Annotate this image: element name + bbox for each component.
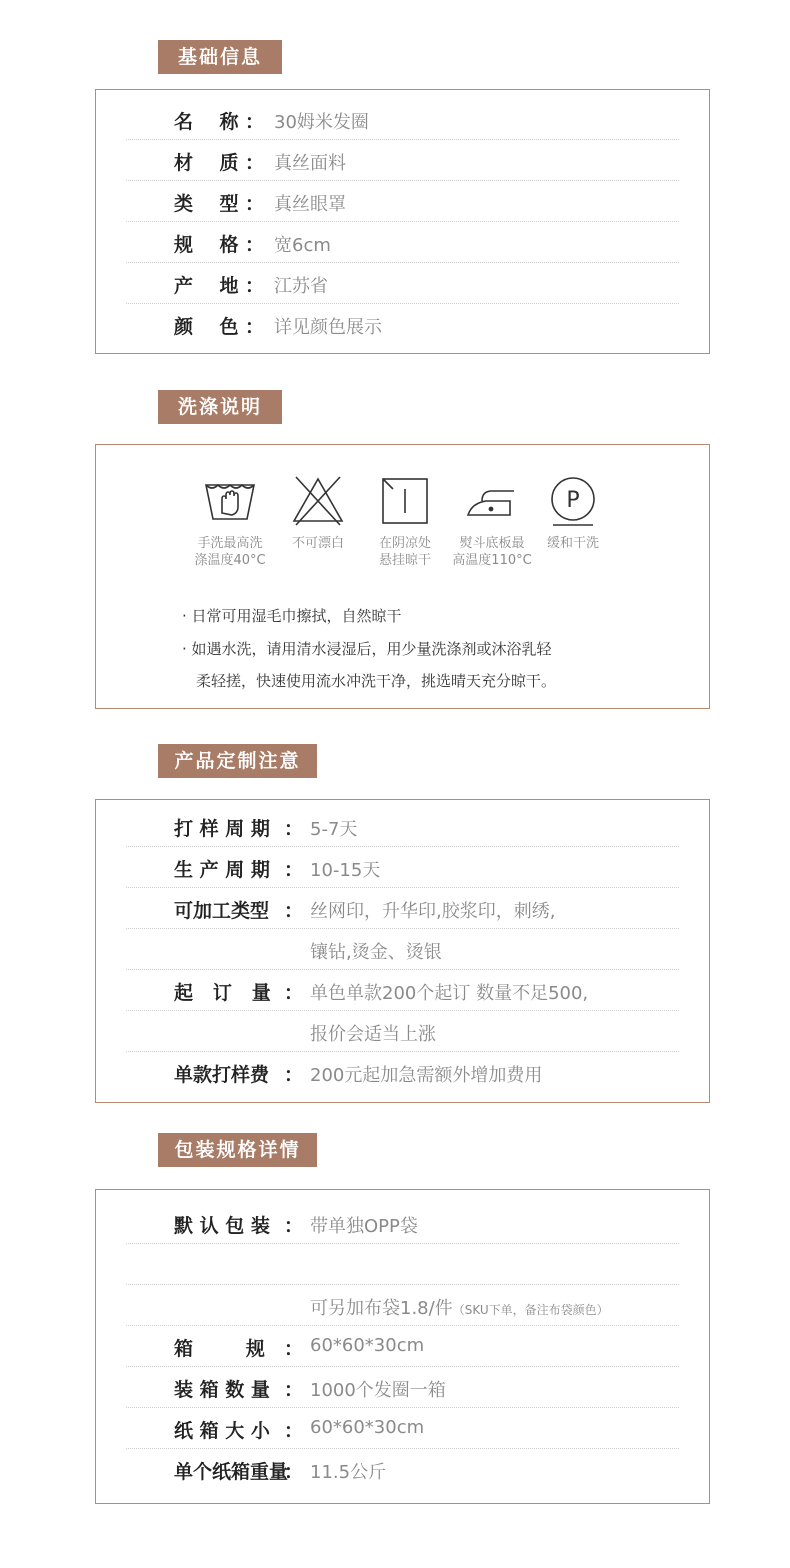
no-bleach-icon <box>290 473 346 529</box>
iron-icon <box>464 473 520 529</box>
row-value: 30姆米发圈 <box>274 112 369 133</box>
row-value: 报价会适当上涨 <box>310 1024 436 1045</box>
caption-line: 悬挂晾干 <box>378 553 431 568</box>
row-value: 11.5公斤 <box>310 1462 387 1483</box>
row-label: 材 质 <box>174 152 239 174</box>
row-value <box>310 1294 609 1320</box>
info-row <box>126 806 679 847</box>
row-label: 单个纸箱重量 <box>174 1461 289 1483</box>
basic-info-panel <box>95 89 710 354</box>
hand-wash-icon <box>202 473 258 529</box>
info-row <box>126 140 679 181</box>
row-colon: ： <box>245 111 265 133</box>
section-title-packing: 包装规格详情 <box>158 1133 317 1167</box>
info-row <box>126 181 679 222</box>
row-colon: ： <box>245 234 265 256</box>
row-value: 60*60*30cm <box>310 1417 425 1438</box>
row-colon: ： <box>284 859 304 881</box>
row-colon: ： <box>245 152 265 174</box>
row-colon: ： <box>245 275 265 297</box>
row-colon: ： <box>284 1461 304 1483</box>
row-label: 生 产 周 期 <box>174 859 270 881</box>
info-row <box>126 1052 679 1093</box>
row-value: 真丝眼罩 <box>274 194 346 215</box>
info-row <box>126 99 679 140</box>
info-row <box>126 263 679 304</box>
caption-line: 在阴凉处 <box>378 536 431 551</box>
info-row <box>126 1326 679 1367</box>
row-value-note: （SKU下单，备注布袋颜色） <box>452 1303 609 1317</box>
info-row <box>126 970 679 1011</box>
row-label: 默 认 包 装 <box>174 1215 270 1237</box>
row-label: 颜 色 <box>174 316 239 338</box>
info-row <box>126 1011 679 1052</box>
info-row <box>126 1367 679 1408</box>
info-row <box>126 1244 679 1285</box>
row-label: 名 称 <box>174 111 239 133</box>
info-row <box>126 222 679 263</box>
wash-instructions-panel <box>95 444 710 709</box>
row-colon: ： <box>284 900 304 922</box>
row-value-main: 可另加布袋1.8/件 <box>310 1298 453 1319</box>
row-colon: ： <box>245 193 265 215</box>
icon-caption <box>185 535 275 569</box>
row-value: 江苏省 <box>274 276 328 297</box>
row-label: 打 样 周 期 <box>174 818 270 840</box>
caption-line: 手洗最高洗 <box>197 536 263 551</box>
row-value: 镶钻,烫金、烫银 <box>310 942 442 963</box>
section-title-basic: 基础信息 <box>158 40 282 74</box>
row-label: 箱 规 <box>174 1338 265 1360</box>
caption-line: 高温度110°C <box>452 553 532 568</box>
row-colon: ： <box>284 1379 304 1401</box>
info-row <box>126 1408 679 1449</box>
row-label: 起 订 量 <box>174 982 271 1004</box>
row-colon: ： <box>284 1338 304 1360</box>
row-value: 带单独OPP袋 <box>310 1216 418 1237</box>
row-colon: ： <box>284 1420 304 1442</box>
section-title-custom: 产品定制注意 <box>158 744 317 778</box>
row-value: 200元起加急需额外增加费用 <box>310 1065 543 1086</box>
packing-panel <box>95 1189 710 1504</box>
caption-line: 缓和干洗 <box>546 536 599 551</box>
row-colon: ： <box>284 1064 304 1086</box>
row-colon: ： <box>284 982 304 1004</box>
row-label: 单款打样费 <box>174 1064 270 1086</box>
row-value: 60*60*30cm <box>310 1335 425 1356</box>
svg-text:P: P <box>566 488 580 513</box>
info-row <box>126 304 679 345</box>
caption-line: 涤温度40°C <box>194 553 266 568</box>
row-label: 纸 箱 大 小 <box>174 1420 270 1442</box>
info-row <box>126 1285 679 1326</box>
wash-note: · 日常可用湿毛巾擦拭，自然晾干 <box>182 607 402 625</box>
section-title-wash: 洗涤说明 <box>158 390 282 424</box>
row-value: 10-15天 <box>310 860 381 881</box>
customization-panel <box>95 799 710 1103</box>
row-label: 可加工类型 <box>174 900 270 922</box>
caption-line: 熨斗底板最 <box>459 536 525 551</box>
caption-line: 不可漂白 <box>291 536 344 551</box>
row-colon: ： <box>284 818 304 840</box>
info-row <box>126 1203 679 1244</box>
icon-caption <box>360 535 450 569</box>
info-row <box>126 847 679 888</box>
row-colon: ： <box>245 316 265 338</box>
row-label: 规 格 <box>174 234 239 256</box>
row-label: 类 型 <box>174 193 239 215</box>
row-value: 1000个发圈一箱 <box>310 1380 446 1401</box>
row-value: 单色单款200个起订 数量不足500, <box>310 983 589 1004</box>
row-colon: ： <box>284 1215 304 1237</box>
dry-clean-p-icon <box>545 473 601 529</box>
icon-caption <box>447 535 537 569</box>
row-value: 5-7天 <box>310 819 358 840</box>
line-dry-shade-icon <box>377 473 433 529</box>
row-value: 真丝面料 <box>274 153 346 174</box>
row-label: 装 箱 数 量 <box>174 1379 270 1401</box>
row-value: 宽6cm <box>274 235 331 256</box>
info-row <box>126 888 679 929</box>
icon-caption <box>528 535 618 552</box>
row-label: 产 地 <box>174 275 239 297</box>
row-value: 详见颜色展示 <box>274 317 382 338</box>
icon-caption <box>273 535 363 552</box>
info-row <box>126 929 679 970</box>
wash-note: · 如遇水洗，请用清水浸湿后，用少量洗涤剂或沐浴乳轻 <box>182 640 552 658</box>
info-row <box>126 1449 679 1490</box>
row-value: 丝网印，升华印,胶浆印，刺绣, <box>310 901 556 922</box>
wash-note: 柔轻搓，快速使用流水冲洗干净，挑选晴天充分晾干。 <box>196 672 557 690</box>
